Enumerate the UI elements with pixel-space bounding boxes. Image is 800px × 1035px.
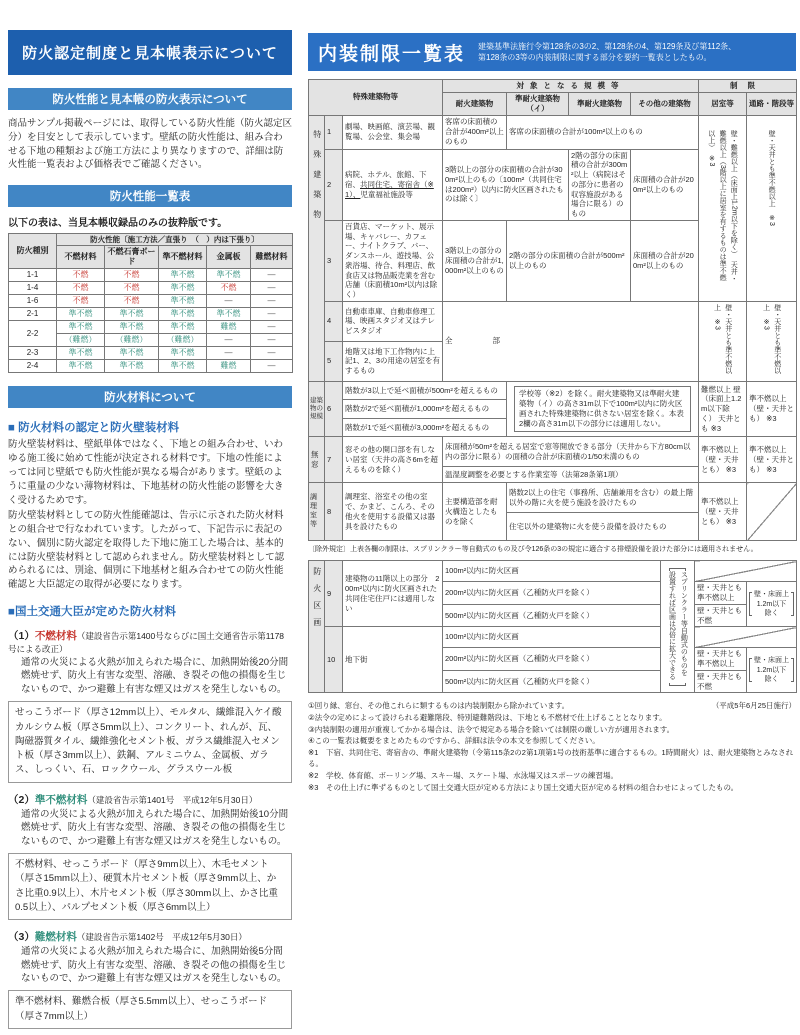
- table-cell: ―: [251, 308, 293, 321]
- item-name: 難燃材料: [34, 931, 77, 944]
- footnotes: [308, 700, 796, 793]
- table-cell: 不燃: [57, 295, 105, 308]
- fire-compartment-table: [308, 560, 797, 693]
- table-row: [309, 115, 797, 149]
- table-cell: （難燃）: [105, 334, 159, 347]
- table-row: [9, 282, 293, 295]
- table-cell: 不燃: [57, 269, 105, 282]
- material-item-body-2: 通常の火災による火熱が加えられた場合に、加熱開始後10分間燃焼せず、防火上有害な変型、溶融、き裂その他の損傷を生じないもので、かつ避難上有害な煙又はガスを発生しないもの。: [21, 808, 289, 847]
- section-heading-performance-table: 防火性能一覧表: [8, 185, 292, 207]
- table-cell: 準不燃: [159, 269, 207, 282]
- scope-cell: 客席の床面積の合計が100m²以上のもの: [507, 115, 699, 149]
- row-number: 3: [325, 220, 343, 301]
- header-limit: 制限: [699, 80, 797, 93]
- limit-cell: 壁・天井とも準不燃以上: [695, 582, 747, 605]
- scope-cell: 階数が3以上で延べ面積が500m²を超えるもの: [343, 381, 507, 400]
- table-row: [9, 321, 293, 334]
- row-number: 6: [325, 381, 343, 437]
- header-corridors: 通路・階段等: [747, 93, 797, 116]
- right-title-note: [478, 41, 736, 63]
- exclusion-note: 〔除外規定〕上表各欄の制限は、スプリンクラー等自動式のもの及び令126条の3の規定に適合する排煙設備を設けた部分には適用されません。: [308, 546, 758, 554]
- table-cell: 準不燃: [57, 308, 105, 321]
- header-special-buildings: 特殊建築物等: [309, 80, 443, 116]
- bracket-corner-bottom: [669, 683, 687, 686]
- scope-cell: 3階以上の部分の床面積の合計が300m²以上のもの〔100m²（共同住宅は200m²）以内に防火区画されたものは除く〕: [443, 149, 569, 220]
- limit-rooms-cell: 準不燃以上（壁・天井とも） ※3: [699, 483, 747, 541]
- scope-cell: 主要構造部を耐火構造としたものを除く: [443, 483, 507, 541]
- bracket-right: [791, 592, 794, 616]
- material-item-body-1: 通常の火災による火熱が加えられた場合に、加熱開始後20分間燃焼せず、防火上有害な変型、溶融、き裂その他の損傷を生じないもので、かつ避難上有害な煙又はガスを発生しないもの。: [21, 656, 289, 695]
- table-cell: 不燃: [105, 295, 159, 308]
- table-cell: ―: [251, 282, 293, 295]
- building-type: 病院、ホテル、旅館、下宿、共同住宅、寄宿舎（※1）、児童福祉施設等: [343, 149, 443, 220]
- table-header-row: [9, 234, 293, 246]
- table-cell: 準不燃: [159, 282, 207, 295]
- limit-bracket-cell: 壁・床面上1.2m以下除く: [747, 648, 797, 693]
- group-label-building-scale: 建築物の規模: [309, 381, 325, 437]
- row-label: 1-6: [9, 295, 57, 308]
- limit-cell: 壁・天井とも不燃: [695, 604, 747, 627]
- interior-restriction-table: [308, 79, 797, 541]
- right-page-title: 内装制限一覧表: [318, 43, 466, 65]
- table-cell: 準不燃: [105, 321, 159, 334]
- header-semi-fireproof-i: 準耐火建築物（イ）: [507, 93, 569, 116]
- group-label-fire-compartment: 防火区画: [309, 561, 325, 693]
- table-cell: 準不燃: [159, 347, 207, 360]
- compartment-spec-cell: 500m²以内に防火区画（乙種防火戸を除く）: [443, 670, 661, 693]
- fire-performance-table: [8, 233, 293, 373]
- enforcement-date: （平成5年6月25日施行）: [711, 701, 796, 711]
- material-item-heading-2: [8, 792, 292, 807]
- table-row: [9, 269, 293, 282]
- material-list-box-3: 準不燃材料、難燃合板（厚さ5.5mm以上）、せっこうボード（厚さ7mm以上）: [8, 990, 292, 1029]
- scope-cell: 床面積の合計が200m²以上のもの: [631, 220, 699, 301]
- right-column: [308, 33, 796, 793]
- item-reference: （建設省告示第1400号ならびに国土交通省告示第1178号による改正）: [8, 630, 285, 654]
- table-cell: ―: [251, 347, 293, 360]
- building-type: 自動車車庫、自動車修理工場、映画スタジオ又はテレビスタジオ: [343, 301, 443, 341]
- scope-cell: 階数が2で延べ面積が1,000m²を超えるもの: [343, 400, 507, 419]
- material-item-body-3: 通常の火災による火熱が加えられた場合に、加熱開始後5分間燃焼せず、防火上有害な変型、溶融、き裂その他の損傷を生じないもので、かつ避難上有害な煙又はガスを発生しないもの。: [21, 946, 287, 984]
- table-cell: ―: [207, 295, 251, 308]
- scope-cell: 階数が1で延べ面積が3,000m²を超えるもの: [343, 418, 507, 437]
- limit-cell: 壁・天井とも準不燃以上: [695, 648, 747, 671]
- section-heading-fire-performance: 防火性能と見本帳の防火表示について: [8, 88, 292, 110]
- limit-na-cell: [695, 561, 797, 582]
- table-cell: 不燃: [207, 282, 251, 295]
- material-item-heading-1: [8, 628, 292, 655]
- item-number: （1）: [8, 629, 35, 642]
- title-note-line1: 建築基準法施行令第128条の3の2、第128条の4、第129条及び第112条、: [478, 41, 737, 51]
- limit-corridor-na-cell: [747, 483, 797, 541]
- col-header: 不燃石膏ボード: [105, 246, 159, 269]
- subsection-heading-minister-materials: ■国土交通大臣が定めた防火材料: [8, 605, 176, 618]
- row-label: 1-4: [9, 282, 57, 295]
- table-cell: 準不燃: [159, 295, 207, 308]
- row-label: 2-4: [9, 360, 57, 373]
- table-row: [9, 360, 293, 373]
- table-cell: ―: [251, 360, 293, 373]
- compartment-spec-cell: 100m²以内に防火区画: [443, 627, 661, 648]
- compartment-spec-cell: 200m²以内に防火区画（乙種防火戸を除く）: [443, 648, 661, 671]
- row-label: 2-3: [9, 347, 57, 360]
- table-row: [309, 627, 797, 648]
- compartment-spec-cell: 100m²以内に防火区画: [443, 561, 661, 582]
- item-name: 準不燃材料: [34, 793, 88, 806]
- table-cell: ―: [251, 334, 293, 347]
- footnote-kome-2: ※2 学校、体育館、ボーリング場、スキー場、スケート場、水泳場又はスポーツの練習場。: [308, 771, 619, 780]
- scope-cell-all: 全 部: [443, 301, 699, 381]
- item-number: （3）: [8, 931, 35, 944]
- header-rooms: 居室等: [699, 93, 747, 116]
- group-label-special: 特殊建築物: [309, 115, 325, 381]
- scope-cell: 階数2以上の住宅（事務所、店舗兼用を含む）の最上階以外の階に火を使う施設を設けたもの: [507, 483, 699, 513]
- scope-note-cell: [507, 381, 699, 437]
- right-page-title-bar: [308, 33, 796, 71]
- limit-rooms-cell: 壁・天井とも準不燃以上 ※3: [699, 301, 747, 381]
- row-number: 7: [325, 437, 343, 483]
- table-cell: 準不燃: [105, 360, 159, 373]
- bracket-left: [749, 658, 752, 682]
- table-cell: 準不燃: [57, 360, 105, 373]
- fire-materials-para-2: 防火壁装材料としての防火性能確認は、告示に示された防火材料との組合せで行なわれています。したがって、下記告示に表記のない、個別に防火認定を取得した下地に施工した場合は、基本的には防火壁装材料として認められません。防火壁装材料として認められるには、別途、個別に下地基材と組み合わせての防火性能確認と大臣認定の取得が必要になります。: [8, 510, 285, 591]
- building-type: 窓その他の開口部を有しない居室（天井の高さ6mを超えるものを除く）: [343, 437, 443, 483]
- scope-cell: 3階以上の部分の床面積の合計が1,000m²以上のもの: [443, 220, 507, 301]
- bracket-right: [791, 658, 794, 682]
- table-header-row: [309, 80, 797, 93]
- row-number: 8: [325, 483, 343, 541]
- col-header: 難燃材料: [251, 246, 293, 269]
- group-label-windowless: 無窓: [309, 437, 325, 483]
- table-row: [309, 301, 797, 341]
- table-cell: 準不燃: [207, 269, 251, 282]
- limit-corridor-cell: 準不燃以上（壁・天井とも） ※3: [747, 381, 797, 437]
- row-number: 5: [325, 341, 343, 381]
- table-cell: ―: [251, 321, 293, 334]
- footnote-3: ③内装制限の適用が重複してかかる場合は、法令で規定ある場合を除いては制限の厳しい方が適用されます。: [308, 724, 675, 734]
- section-heading-fire-materials: 防火材料について: [8, 386, 292, 408]
- col-header: 準不燃材料: [159, 246, 207, 269]
- building-type: 地下街: [343, 627, 443, 693]
- group-label-kitchen: 調理室等: [309, 483, 325, 541]
- table-cell: 不燃: [105, 269, 159, 282]
- table-row: [9, 295, 293, 308]
- limit-rooms-cell: 準不燃以上（壁・天井とも） ※3: [699, 437, 747, 483]
- limit-rooms-cell: 難燃以上 壁（床面上1.2m以下除く） 天井とも ※3: [699, 381, 747, 437]
- row-number: 10: [325, 627, 343, 693]
- table-cell: 難燃: [207, 321, 251, 334]
- table-cell: 不燃: [57, 282, 105, 295]
- school-exception-note: 学校等（※2）を除く。耐火建築物又は準耐火建築物（イ）の高さ31m以下で100m²以内に防火区画された特殊建築物に供さない居室を除く。本表2欄の高さ31m以下の部分には適用しない。: [514, 386, 691, 433]
- fire-performance-intro: 商品サンプル掲載ページには、取得している防火性能（防火認定区分）を目安として表示しています。壁紙の防火性能は、組み合わせる下地の種類および施工方法により異なりますので、詳細は防火性能一覧表および価格表でご確認ください。: [8, 118, 292, 171]
- compartment-spec-cell: 500m²以内に防火区画（乙種防火戸を除く）: [443, 604, 661, 627]
- header-scope: 対象となる規模等: [443, 80, 699, 93]
- title-note-line2: 第128条の3等の内装制限に関する部分を要約一覧表としたもの。: [478, 53, 712, 62]
- material-item-heading-3: [8, 929, 292, 944]
- limit-bracket-cell: 壁・床面上1.2m以下除く: [747, 582, 797, 627]
- table-cell: （難燃）: [159, 334, 207, 347]
- item-reference: （建設省告示第1402号 平成12年5月30日）: [76, 932, 247, 943]
- material-list-box-1: せっこうボード（厚さ12mm以上）、モルタル、繊維混入ケイ酸カルシウム板（厚さ5mm以上）、コンクリート、れんが、瓦、陶磁器質タイル、繊維強化セメント板、ガラス繊維混入セメント板（厚さ3mm以上）、鉄鋼、アルミニウム、金属板、ガラス、しっくい、石、ロックウール、グラスウール板: [8, 701, 292, 782]
- table-cell: 準不燃: [57, 321, 105, 334]
- bracket-left: [749, 592, 752, 616]
- scope-cell: 住宅以外の建築物に火を使う設備を設けたもの: [507, 513, 699, 541]
- row-number: 4: [325, 301, 343, 341]
- scope-cell: 床面積の合計が200m²以上のもの: [631, 149, 699, 220]
- left-page-title: 防火認定制度と見本帳表示について: [8, 30, 292, 75]
- building-type: 劇場、映画館、演芸場、観覧場、公会堂、集会場: [343, 115, 443, 149]
- header-semi-fireproof: 準耐火建築物: [569, 93, 631, 116]
- item-reference: （建設省告示第1401号 平成12年5月30日）: [87, 794, 258, 805]
- scope-cell: 客席の床面積の合計が400m²以上のもの: [443, 115, 507, 149]
- table-cell: 準不燃: [159, 360, 207, 373]
- col-header: 金属板: [207, 246, 251, 269]
- table-row: [9, 347, 293, 360]
- table-cell: 準不燃: [159, 308, 207, 321]
- row-number: 9: [325, 561, 343, 627]
- subsection-heading-certification: ■ 防火材料の認定と防火壁装材料: [8, 422, 180, 435]
- footnote-4: ④この一覧表は概要をまとめたものですから、詳細は法令の本文を参照してください。: [308, 736, 600, 746]
- sprinkler-note-cell: [661, 561, 695, 693]
- material-list-box-2: 不燃材料、せっこうボード（厚さ9mm以上）、木毛セメント（厚さ15mm以上）、硬質木片セメント板（厚さ9mm以上、かさ比重0.9以上）、木片セメント板（厚さ30mm以上、かさ比重0.5以上）、パルプセメント板（厚さ6mm以上）: [8, 853, 292, 920]
- limit-corridor-cell: 壁・天井とも準不燃以上 ※3: [747, 301, 797, 381]
- footnote-1: ①回り縁、窓台、その他これらに類するものは内装制限から除かれています。: [308, 701, 570, 711]
- limit-corridor-cell: 壁・天井とも準不燃以上 ※3: [747, 115, 797, 301]
- fire-materials-para-1: 防火壁装材料は、壁紙単体ではなく、下地との組み合わせ、いわゆる施工後に始めて性能が決定される材料です。下地の性能によっては同じ壁紙でも防火性能が異なる場合があります。壁紙のように重量の少ない薄物材料は、下地基材の防火性能の影響を大きく受けるためです。: [8, 439, 284, 506]
- scope-cell: 床面積が50m²を超える居室で窓等開放できる部分（天井から下方80cm以内の部分に限る）の面積の合計が床面積の1/50未満のもの: [443, 437, 699, 467]
- limit-na-cell: [695, 627, 797, 648]
- row-label: 1-1: [9, 269, 57, 282]
- scope-cell: 2階の部分の床面積の合計が300m²以上（病院はその部分に患者の収容施設がある場合に限る）のもの: [569, 149, 631, 220]
- sprinkler-note: スプリンクラー等自動式のものを設置すれば区画は2倍に拡大できる: [663, 565, 692, 689]
- table-cell: ―: [207, 334, 251, 347]
- limit-rooms-cell: 壁・難燃以上（床面上1.2m以下を除く） 天井・難燃以上（3階以上に居室を有するものは準不燃以上） ※3: [699, 115, 747, 301]
- item-name: 不燃材料: [34, 629, 77, 642]
- table-cell: 難燃: [207, 360, 251, 373]
- table-cell: ―: [251, 295, 293, 308]
- col-header-fire-class: 防火種別: [9, 234, 57, 269]
- table-cell: （難燃）: [57, 334, 105, 347]
- item-number: （2）: [8, 793, 35, 806]
- scope-cell: 温湿度調整を必要とする作業室等（法第28条第1項）: [443, 467, 699, 483]
- table-row: [309, 483, 797, 513]
- table-cell: ―: [251, 269, 293, 282]
- col-group-header: 防火性能〔施工方法／直張り （ ）内は下張り〕: [57, 234, 293, 246]
- building-type: 百貨店、マーケット、展示場、キャバレー、カフェー、ナイトクラブ、バー、ダンスホール、遊技場、公衆浴場、待合、料理店、飲食店又は物品販売業を営む店舗（床面積10m²以内は除く）: [343, 220, 443, 301]
- limit-corridor-cell: 準不燃以上（壁・天井とも） ※3: [747, 437, 797, 483]
- table-cell: 準不燃: [105, 308, 159, 321]
- table-cell: ―: [207, 347, 251, 360]
- table-cell: 準不燃: [207, 308, 251, 321]
- footnote-kome-3: ※3 その仕上げに準ずるものとして国土交通大臣が定める方法により国土交通大臣が定める材料の組合わせによってしたもの。: [308, 782, 739, 792]
- building-type: 調理室、浴室その他の室で、かまど、こんろ、その他火を使用する設備又は器具を設けたもの: [343, 483, 443, 541]
- row-label: 2-2: [9, 321, 57, 347]
- limit-cell: 壁・天井とも不燃: [695, 670, 747, 693]
- table-cell: 不燃: [105, 282, 159, 295]
- footnote-2: ②法令の定めによって設けられる避難階段、特別避難階段は、下地とも不燃材で仕上げることとなります。: [308, 712, 667, 722]
- building-type: 建築物の11階以上の部分 200m²以内に防火区画された共同住宅住戸には適用しない: [343, 561, 443, 627]
- table-row: [9, 308, 293, 321]
- table-cell: 準不燃: [159, 321, 207, 334]
- building-type: 地階又は地下工作物内に上記1、2、3の用途の居室を有するもの: [343, 341, 443, 381]
- table-row: [309, 561, 797, 582]
- row-label: 2-1: [9, 308, 57, 321]
- row-number: 1: [325, 115, 343, 149]
- table-cell: 準不燃: [57, 347, 105, 360]
- header-fireproof: 耐火建築物: [443, 93, 507, 116]
- row-number: 2: [325, 149, 343, 220]
- compartment-spec-cell: 200m²以内に防火区画（乙種防火戸を除く）: [443, 582, 661, 605]
- performance-table-note: 以下の表は、当見本帳収録品のみの抜粋版です。: [8, 218, 228, 230]
- footnote-kome-1: ※1 下宿、共同住宅、寄宿舎の、準耐火建築物（令第115条2の2第1項第1号の技術基準に適合するもの。1時間耐火）は、耐火建築物とみなされる。: [308, 747, 794, 769]
- table-row: [309, 381, 797, 400]
- table-row: [309, 437, 797, 467]
- table-cell: 準不燃: [105, 347, 159, 360]
- header-other-buildings: その他の建築物: [631, 93, 699, 116]
- left-column: [8, 30, 292, 1035]
- scope-cell: 2階の部分の床面積の合計が500m²以上のもの: [507, 220, 631, 301]
- col-header: 不燃材料: [57, 246, 105, 269]
